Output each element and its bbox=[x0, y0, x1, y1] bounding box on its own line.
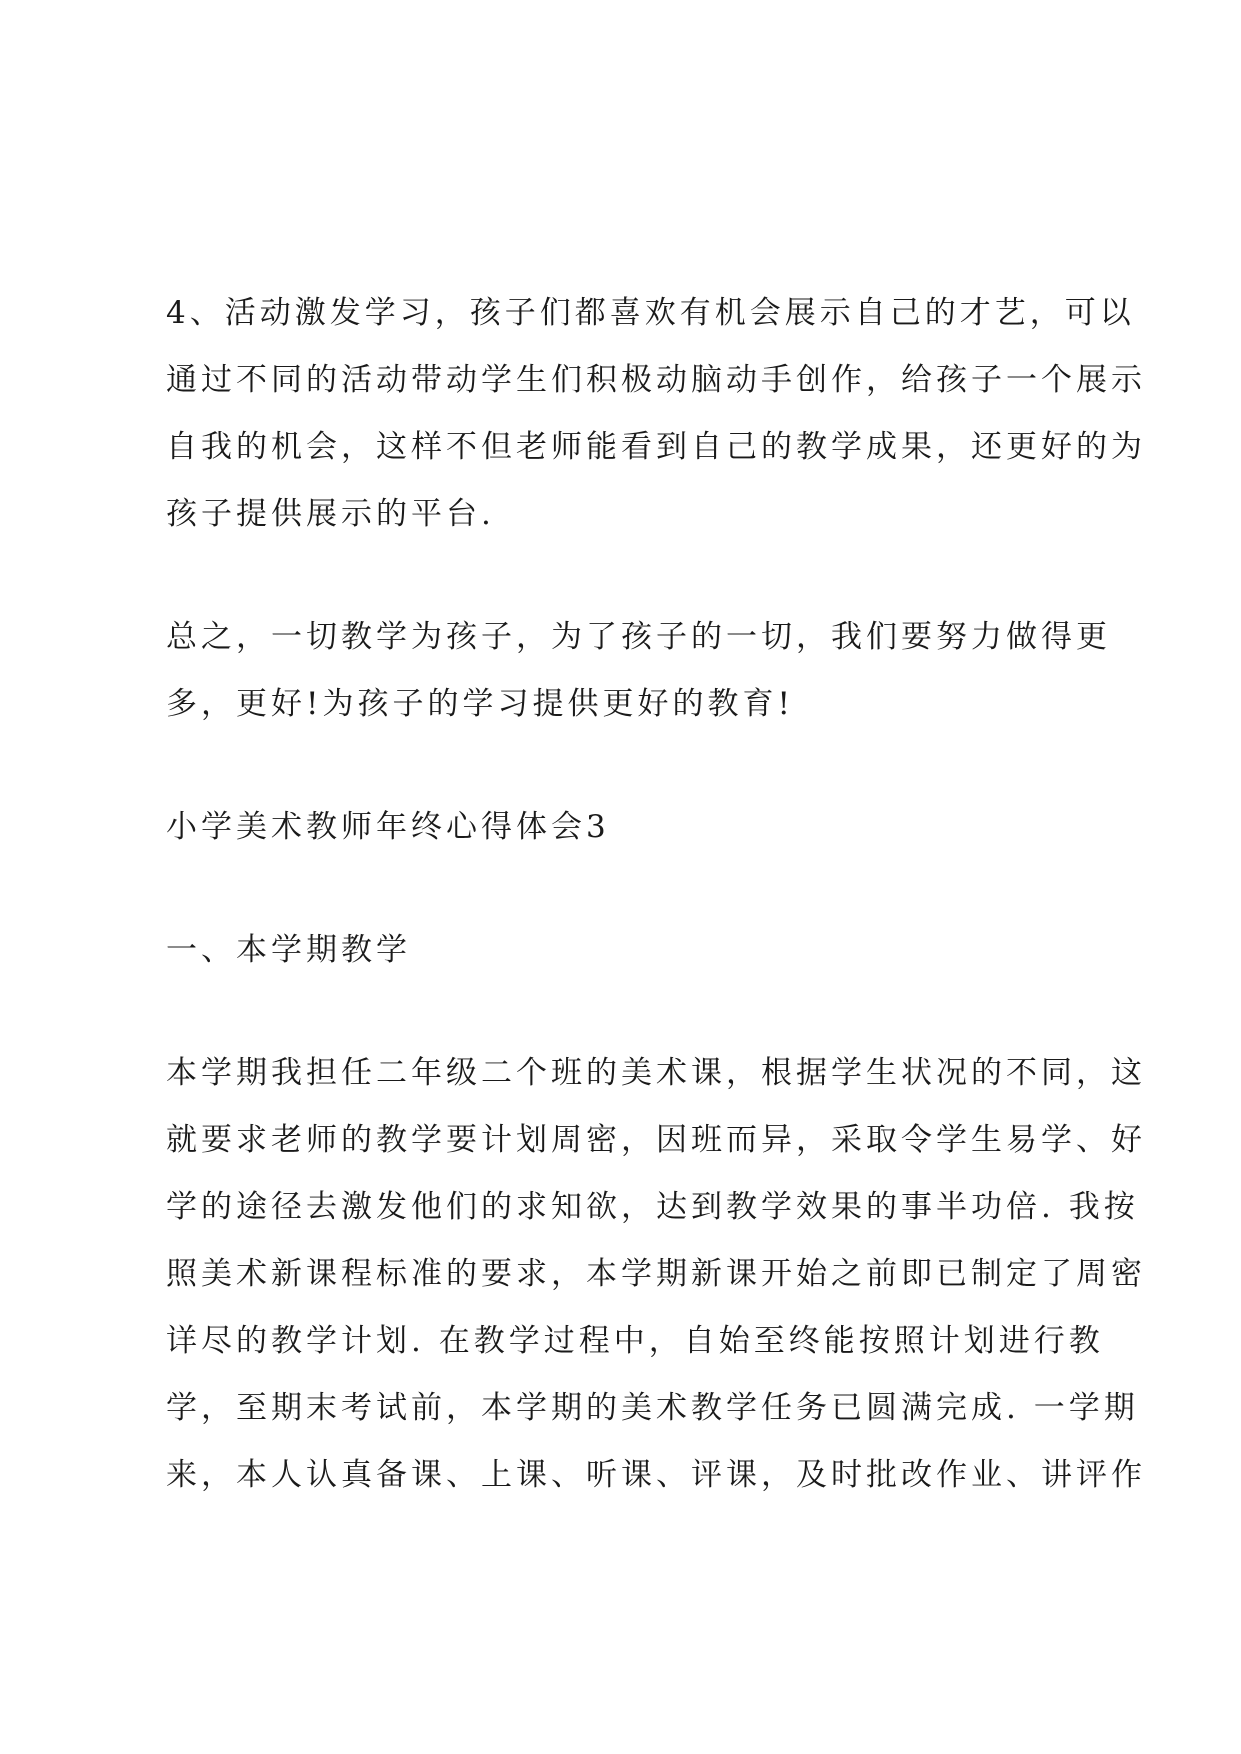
section-title: 小学美术教师年终心得体会3 bbox=[166, 809, 610, 845]
text-line: 本学期我担任二年级二个班的美术课，根据学生状况的不同，这 bbox=[166, 1055, 1146, 1091]
text-line: 总之，一切教学为孩子，为了孩子的一切，我们要努力做得更 bbox=[166, 619, 1111, 655]
subheading: 一、本学期教学 bbox=[166, 932, 411, 968]
text-line: 学的途径去激发他们的求知欲，达到教学效果的事半功倍. 我按 bbox=[166, 1189, 1139, 1225]
text-line: 详尽的教学计划. 在教学过程中，自始至终能按照计划进行教 bbox=[166, 1323, 1104, 1359]
text-line: 4、活动激发学习，孩子们都喜欢有机会展示自己的才艺，可以 bbox=[166, 295, 1135, 331]
text-line: 自我的机会，这样不但老师能看到自己的教学成果，还更好的为 bbox=[166, 429, 1146, 465]
text-line: 来，本人认真备课、上课、听课、评课，及时批改作业、讲评作 bbox=[166, 1457, 1146, 1493]
text-line: 就要求老师的教学要计划周密，因班而异，采取令学生易学、好 bbox=[166, 1122, 1146, 1158]
text-line: 学，至期末考试前，本学期的美术教学任务已圆满完成. 一学期 bbox=[166, 1390, 1139, 1426]
text-line: 通过不同的活动带动学生们积极动脑动手创作，给孩子一个展示 bbox=[166, 362, 1146, 398]
text-line: 多，更好!为孩子的学习提供更好的教育! bbox=[166, 686, 794, 722]
text-line: 照美术新课程标准的要求，本学期新课开始之前即已制定了周密 bbox=[166, 1256, 1146, 1292]
text-line: 孩子提供展示的平台. bbox=[166, 496, 495, 532]
